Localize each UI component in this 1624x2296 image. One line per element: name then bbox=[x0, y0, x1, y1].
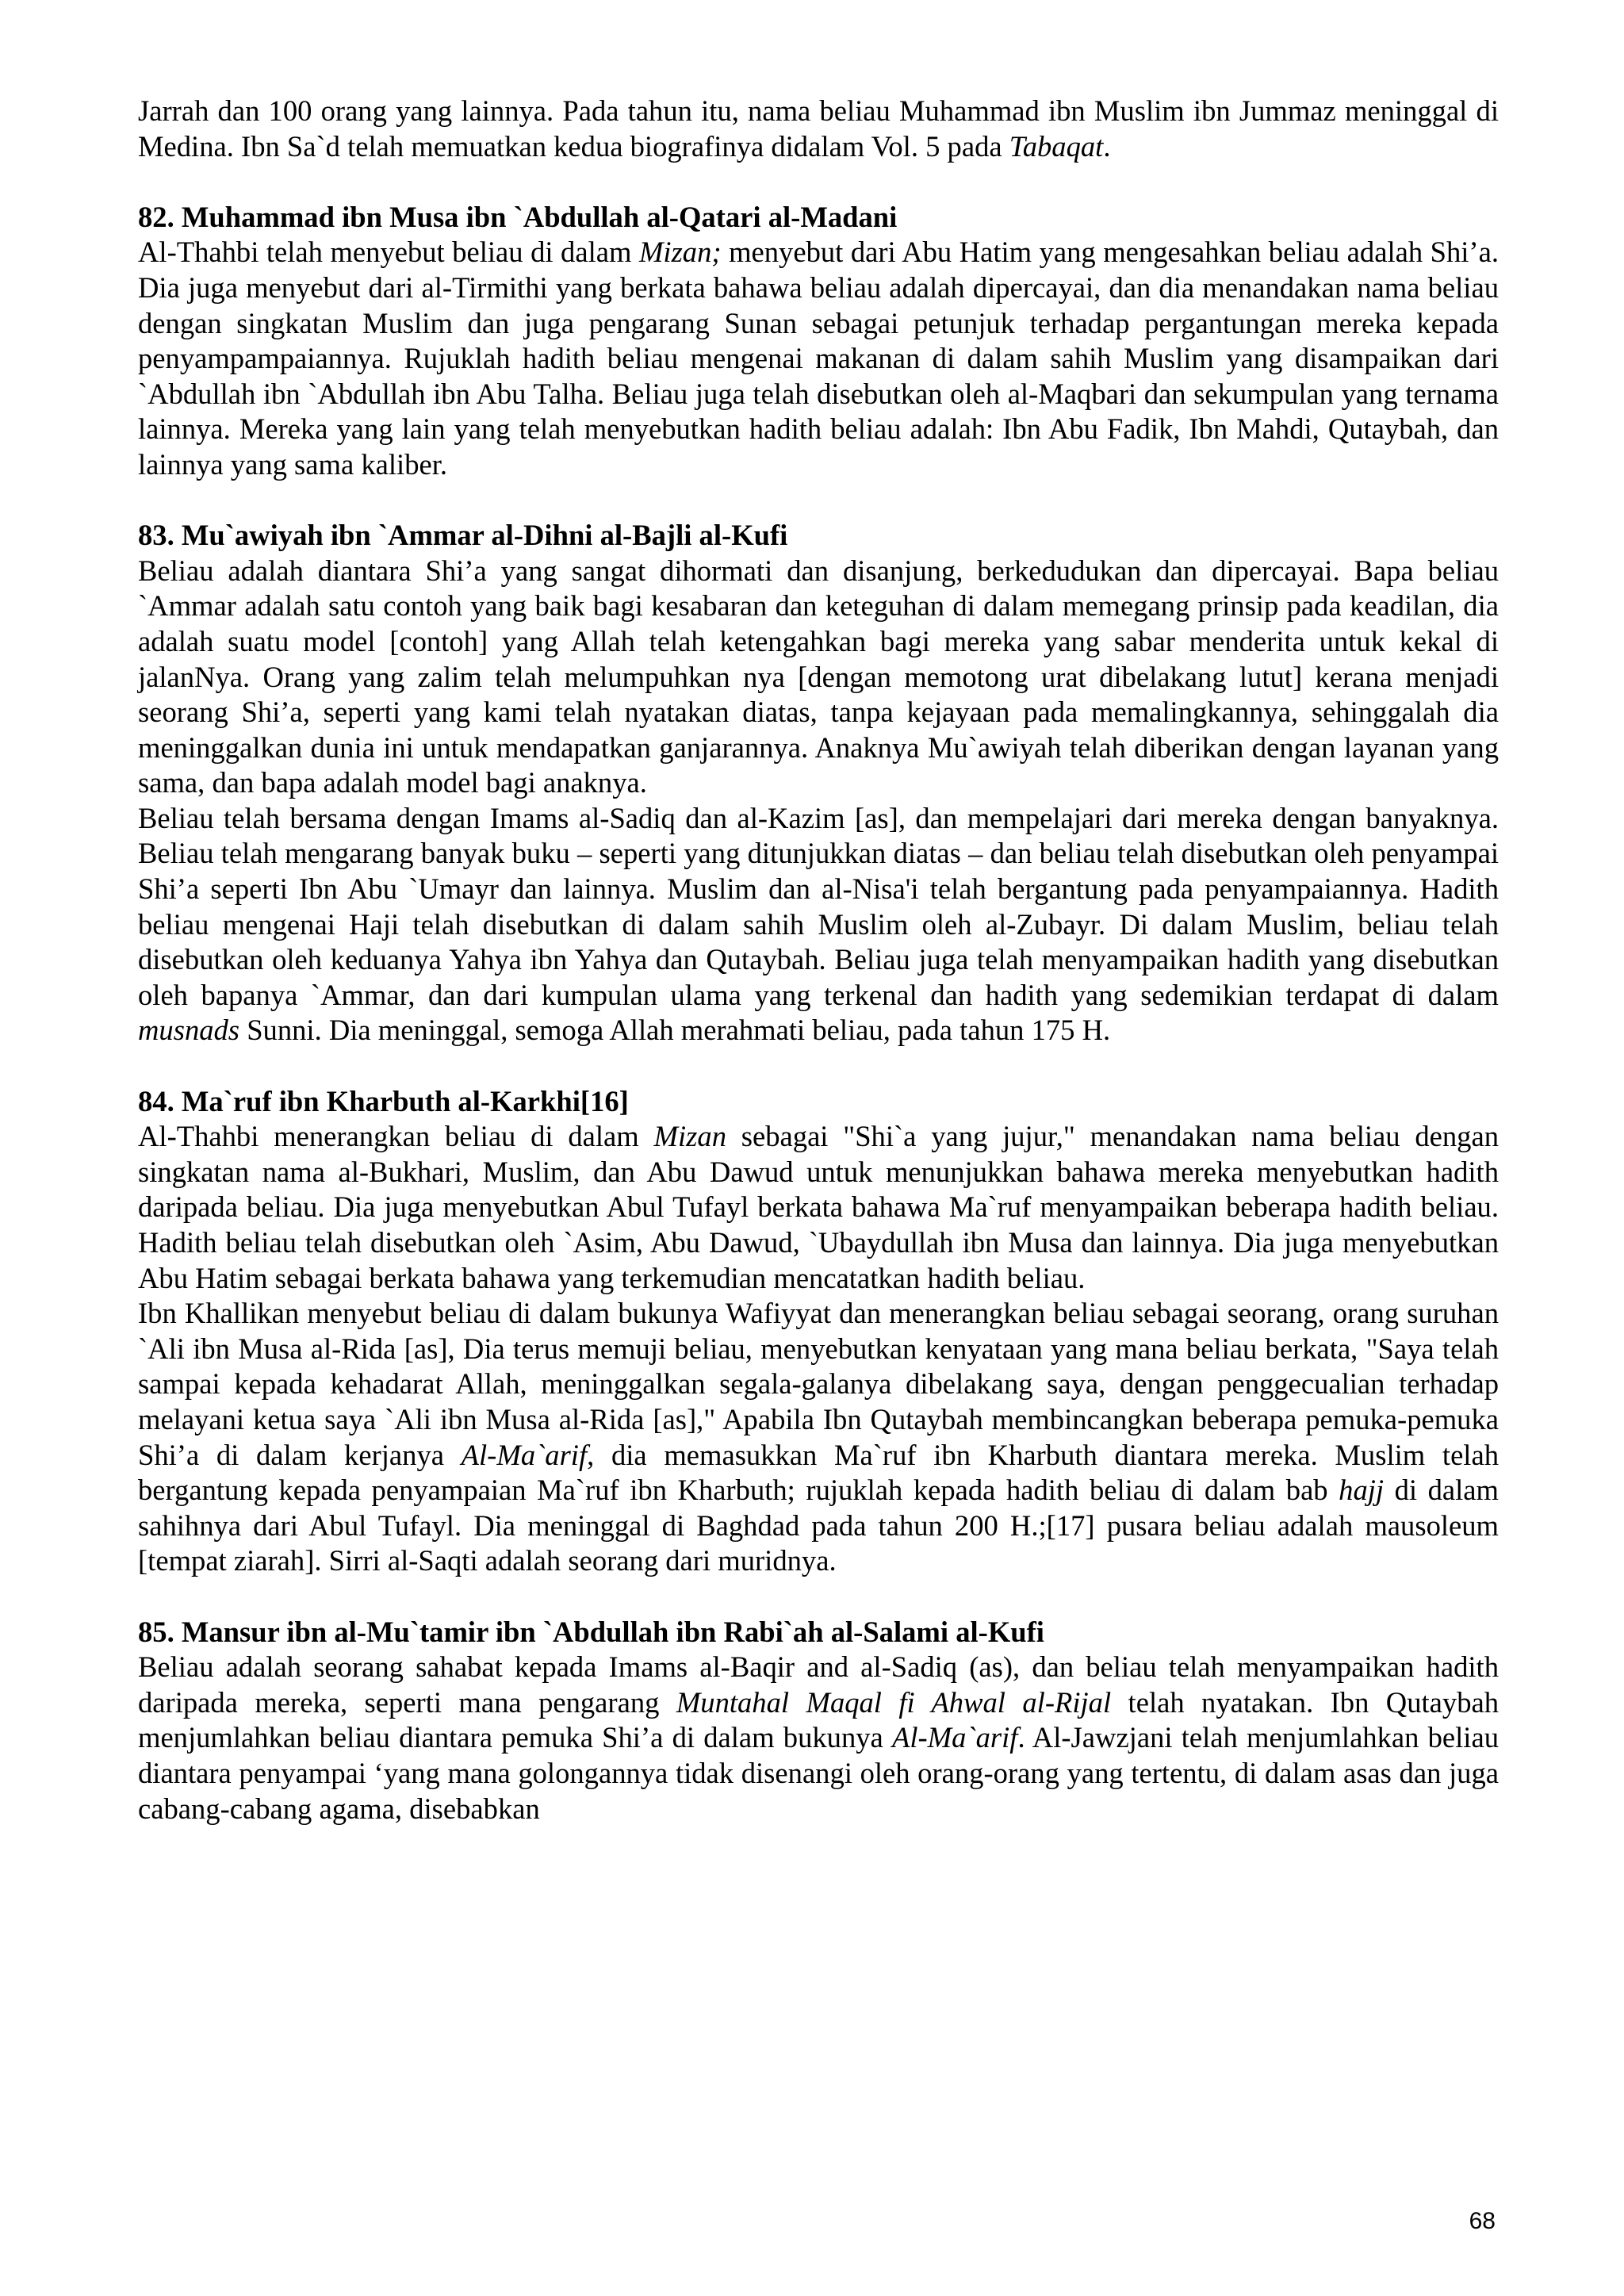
section-84-paragraph-1: Al-Thahbi menerangkan beliau di dalam Mizan sebagai "Shi`a yang jujur," menandakan nama beliau dengan singkatan nama al-Bukhari, Muslim, dan Abu Dawud untuk menunjukkan bahawa mereka menyebutkan hadith daripada beliau. Dia juga menyebutkan Abul Tufayl berkata bahawa Ma`ruf menyampaikan beberapa hadith beliau. Hadith beliau telah disebutkan oleh `Asim, Abu Dawud, `Ubaydullah ibn Musa dan lainnya. Dia juga menyebutkan Abu Hatim sebagai berkata bahawa yang terkemudian mencatatkan hadith beliau. bbox=[138, 1120, 1499, 1294]
section-83-paragraph-1: Beliau adalah diantara Shi’a yang sangat dihormati dan disanjung, berkedudukan dan dipercayai. Bapa beliau `Ammar adalah satu contoh yang baik bagi kesabaran dan keteguhan di dalam memegang prinsip pada keadilan, dia adalah suatu model [contoh] yang Allah telah ketengahkan bagi mereka yang sabar menderita untuk kekal di jalanNya. Orang yang zalim telah melumpuhkan nya [dengan memotong urat dibelakang lutut] kerana menjadi seorang Shi’a, seperti yang kami telah nyatakan diatas, tanpa kejayaan pada memalingkannya, sehinggalah dia meninggalkan dunia ini untuk mendapatkan ganjarannya. Anaknya Mu`awiyah telah diberikan dengan layanan yang sama, dan bapa adalah model bagi anaknya. bbox=[138, 554, 1499, 799]
paragraph-gap bbox=[138, 1579, 1499, 1615]
section-85-paragraph: Beliau adalah seorang sahabat kepada Imams al-Baqir and al-Sadiq (as), dan beliau telah menyampaikan hadith daripada mereka, seperti mana pengarang Muntahal Maqal fi Ahwal al-Rijal telah nyatakan. Ibn Qutaybah menjumlahkan beliau diantara pemuka Shi’a di dalam bukunya Al-Ma`arif. Al-Jawzjani telah menjumlahkan beliau diantara penyampai ‘yang mana golongannya tidak disenangi oleh orang-orang yang tertentu, di dalam asas dan juga cabang-cabang agama, disebabkan bbox=[138, 1650, 1500, 1825]
section-85-heading: 85. Mansur ibn al-Mu`tamir ibn `Abdullah ibn Rabi`ah al-Salami al-Kufi bbox=[138, 1615, 1044, 1648]
page-number: 68 bbox=[1469, 2208, 1496, 2234]
paragraph-gap bbox=[138, 483, 1499, 519]
document-page bbox=[138, 94, 1499, 1826]
paragraph-gap bbox=[138, 164, 1499, 200]
section-83-heading: 83. Mu`awiyah ibn `Ammar al-Dihni al-Bajli al-Kufi bbox=[138, 519, 788, 552]
paragraph-gap bbox=[138, 1048, 1499, 1084]
intro-paragraph: Jarrah dan 100 orang yang lainnya. Pada tahun itu, nama beliau Muhammad ibn Muslim ibn Jummaz meninggal di Medina. Ibn Sa`d telah memuatkan kedua biografinya didalam Vol. 5 pada Tabaqat. bbox=[138, 94, 1499, 163]
section-84-heading: 84. Ma`ruf ibn Kharbuth al-Karkhi[16] bbox=[138, 1084, 629, 1117]
section-83-paragraph-2: Beliau telah bersama dengan Imams al-Sadiq dan al-Kazim [as], dan mempelajari dari mereka dengan banyaknya. Beliau telah mengarang banyak buku – seperti yang ditunjukkan diatas – dan beliau telah disebutkan oleh penyampai Shi’a seperti Ibn Abu `Umayr dan lainnya. Muslim dan al-Nisa'i telah bergantung pada penyampaiannya. Hadith beliau mengenai Haji telah disebutkan di dalam sahih Muslim oleh al-Zubayr. Di dalam Muslim, beliau telah disebutkan oleh keduanya Yahya ibn Yahya dan Qutaybah. Beliau juga telah menyampaikan hadith yang disebutkan oleh bapanya `Ammar, dan dari kumpulan ulama yang terkenal dan hadith yang sedemikian terdapat di dalam musnads Sunni. Dia meninggal, semoga Allah merahmati beliau, pada tahun 175 H. bbox=[138, 801, 1499, 1047]
tabaqat-title: Tabaqat bbox=[1009, 129, 1104, 163]
section-82-paragraph: Al-Thahbi telah menyebut beliau di dalam Mizan; menyebut dari Abu Hatim yang mengesahkan beliau adalah Shi’a. Dia juga menyebut dari al-Tirmithi yang berkata bahawa beliau adalah dipercayai, dan dia menandakan nama beliau dengan singkatan Muslim dan juga pengarang Sunan sebagai petunjuk terhadap pergantungan mereka kepada penyampampaiannya. Rujuklah hadith beliau mengenai makanan di dalam sahih Muslim yang disampaikan dari `Abdullah ibn `Abdullah ibn Abu Talha. Beliau juga telah disebutkan oleh al-Maqbari dan sekumpulan yang ternama lainnya. Mereka yang lain yang telah menyebutkan hadith beliau adalah: Ibn Abu Fadik, Ibn Mahdi, Qutaybah, dan lainnya yang sama kaliber. bbox=[138, 236, 1499, 481]
section-82-heading: 82. Muhammad ibn Musa ibn `Abdullah al-Qatari al-Madani bbox=[138, 200, 898, 233]
section-84-paragraph-2: Ibn Khallikan menyebut beliau di dalam bukunya Wafiyyat dan menerangkan beliau sebagai seorang, orang suruhan `Ali ibn Musa al-Rida [as], Dia terus memuji beliau, menyebutkan kenyataan yang mana beliau berkata, "Saya telah sampai kepada kehadarat Allah, meninggalkan segala-galanya dibelakang saya, dengan penggecualian terhadap melayani ketua saya `Ali ibn Musa al-Rida [as]," Apabila Ibn Qutaybah membincangkan beberapa pemuka-pemuka Shi’a di dalam kerjanya Al-Ma`arif, dia memasukkan Ma`ruf ibn Kharbuth diantara mereka. Muslim telah bergantung kepada penyampaian Ma`ruf ibn Kharbuth; rujuklah kepada hadith beliau di dalam bab hajj di dalam sahihnya dari Abul Tufayl. Dia meninggal di Baghdad pada tahun 200 H.;[17] pusara beliau adalah mausoleum [tempat ziarah]. Sirri al-Saqti adalah seorang dari muridnya. bbox=[138, 1297, 1499, 1577]
